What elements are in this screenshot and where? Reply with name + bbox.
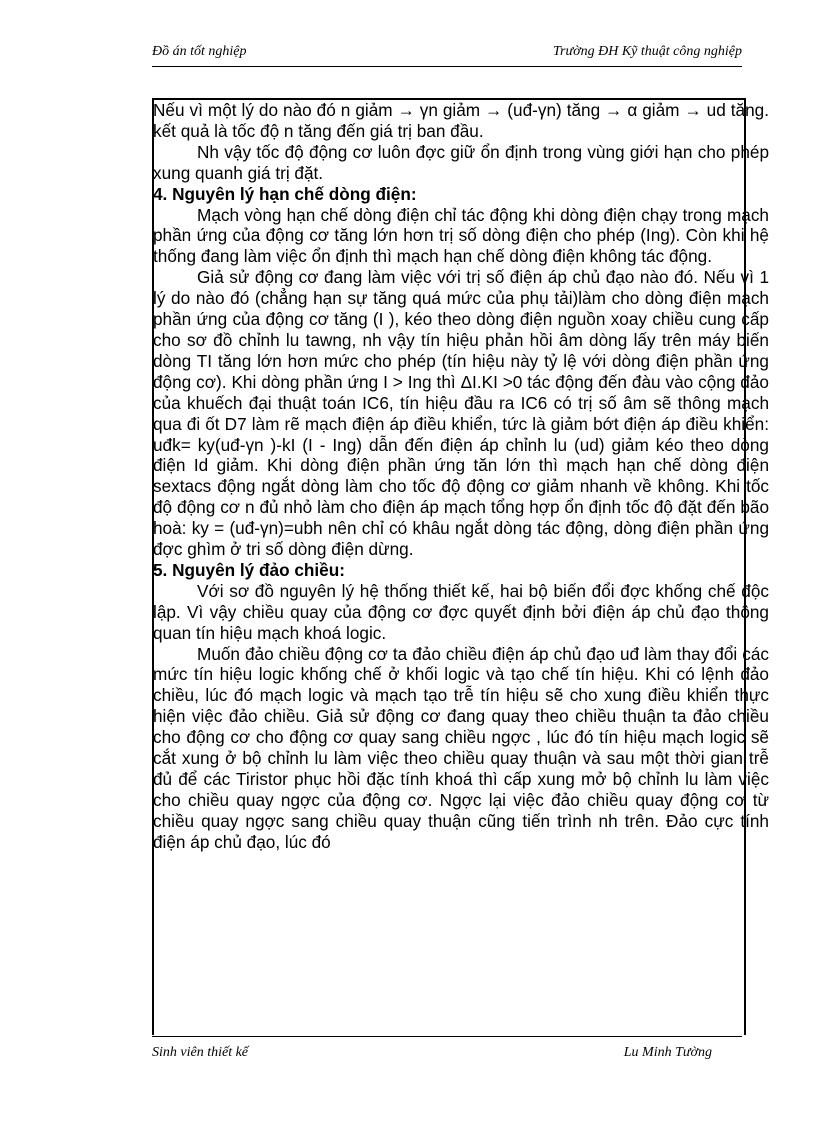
page-header (152, 40, 742, 67)
footer-right-text: Lu Minh Tường (623, 1045, 712, 1060)
footer-left-text: Sinh viên thiết kế (152, 1045, 249, 1060)
section-heading: 4. Nguyên lý hạn chế dòng điện: (153, 183, 417, 204)
paragraph: Muốn đảo chiều động cơ ta đảo chiều điện áp chủ đạo uđ làm thay đổi các mức tín hiệu logic khống chế ở khối logic và tạo chế tín hiệu. Khi có lệnh đảo chiều, lúc đó mạch logic và mạch tạo trễ tín hiệu sẽ cho xung điều khiển thực hiện việc đảo chiều. Giả sử động cơ đang quay theo chiều thuận ta đảo chiều cho động cơ cho động cơ quay sang chiều ngợc , lúc đó tín hiệu mạch logic sẽ cắt xung ở bộ chỉnh lu làm việc theo chiều quay thuận và sau một thời gian trễ đủ để các Tiristor phục hồi đặc tính khoá thì cấp xung mở bộ chỉnh lu làm việc cho chiều quay ngợc của động cơ. Ngợc lại việc đảo chiều quay động cơ từ chiều quay ngợc sang chiều quay thuận cũng tiến trình nh trên. Đảo cực tính điện áp chủ đạo, lúc đó (153, 643, 769, 852)
paragraph: Nếu vì một lý do nào đó n giảm → γn giảm → (uđ-γn) tăng → α giảm → ud tăng. kết quả là tốc độ n tăng đến giá trị ban đầu. (153, 100, 769, 141)
paragraph: Mạch vòng hạn chế dòng điện chỉ tác động khi dòng điện chạy trong mạch phần ứng của động cơ tăng lớn hơn trị số dòng điện cho phép (Ing). Còn khi hệ thống đang làm việc ổn định thì mạch hạn chế dòng điện không tác động. (153, 204, 769, 267)
paragraph: Giả sử động cơ đang làm việc với trị số điện áp chủ đạo nào đó. Nếu vì 1 lý do nào đó (chẳng hạn sự tăng quá mức của phụ tải)làm cho dòng điện mạch phần ứng của động cơ tăng (I ), kéo theo dòng điện nguồn xoay chiều cung cấp cho sơ đồ chỉnh lu tawng, nh vậy tín hiệu phản hồi âm dòng lấy trên máy biến dòng TI tăng lớn hơn mức cho phép (tín hiệu này tỷ lệ với dòng điện phần ứng động cơ). Khi dòng phần ứng I > Ing thì ΔI.KI >0 tác động đến đàu vào cộng đảo của khuếch đại thuật toán IC6, tín hiệu đầu ra IC6 có trị số âm sẽ thông mạch qua đi ốt D7 làm rẽ mạch điện áp điều khiển, tức là giảm bớt điện áp điều khiển: uđk= ky(uđ-γn )-kI (I - Ing) dẫn đến điện áp chỉnh lu (ud) giảm kéo theo dòng điện Id giảm. Khi dòng điện phần ứng tăn lớn thì mạch hạn chế dòng điện sextacs động ngắt dòng làm cho tốc độ động cơ giảm nhanh về không. Khi tốc độ động cơ n đủ nhỏ làm cho điện áp mạch tổng hợp ổn định tốc độ đặt đến bão hoà: ky = (uđ-γn)=ubh nên chỉ có khâu ngắt dòng tác động, dòng điện phần ứng đợc ghìm ở tri số dòng điện dừng. (153, 267, 769, 560)
header-left-text: Đồ án tốt nghiệp (152, 44, 247, 59)
page-footer (152, 1036, 742, 1063)
header-right-text: Trường ĐH Kỹ thuật công nghiệp (553, 44, 742, 59)
section-heading: 5. Nguyên lý đảo chiều: (153, 559, 345, 580)
paragraph: Với sơ đồ nguyên lý hệ thống thiết kế, hai bộ biến đổi đợc khống chế độc lập. Vì vậy chiều quay của động cơ đợc quyết định bởi điện áp chủ đạo thông quan tín hiệu mạch khoá logic. (153, 580, 769, 643)
document-body (153, 100, 769, 853)
paragraph: Nh vậy tốc độ động cơ luôn đợc giữ ổn định trong vùng giới hạn cho phép xung quanh giá trị đặt. (153, 141, 769, 183)
